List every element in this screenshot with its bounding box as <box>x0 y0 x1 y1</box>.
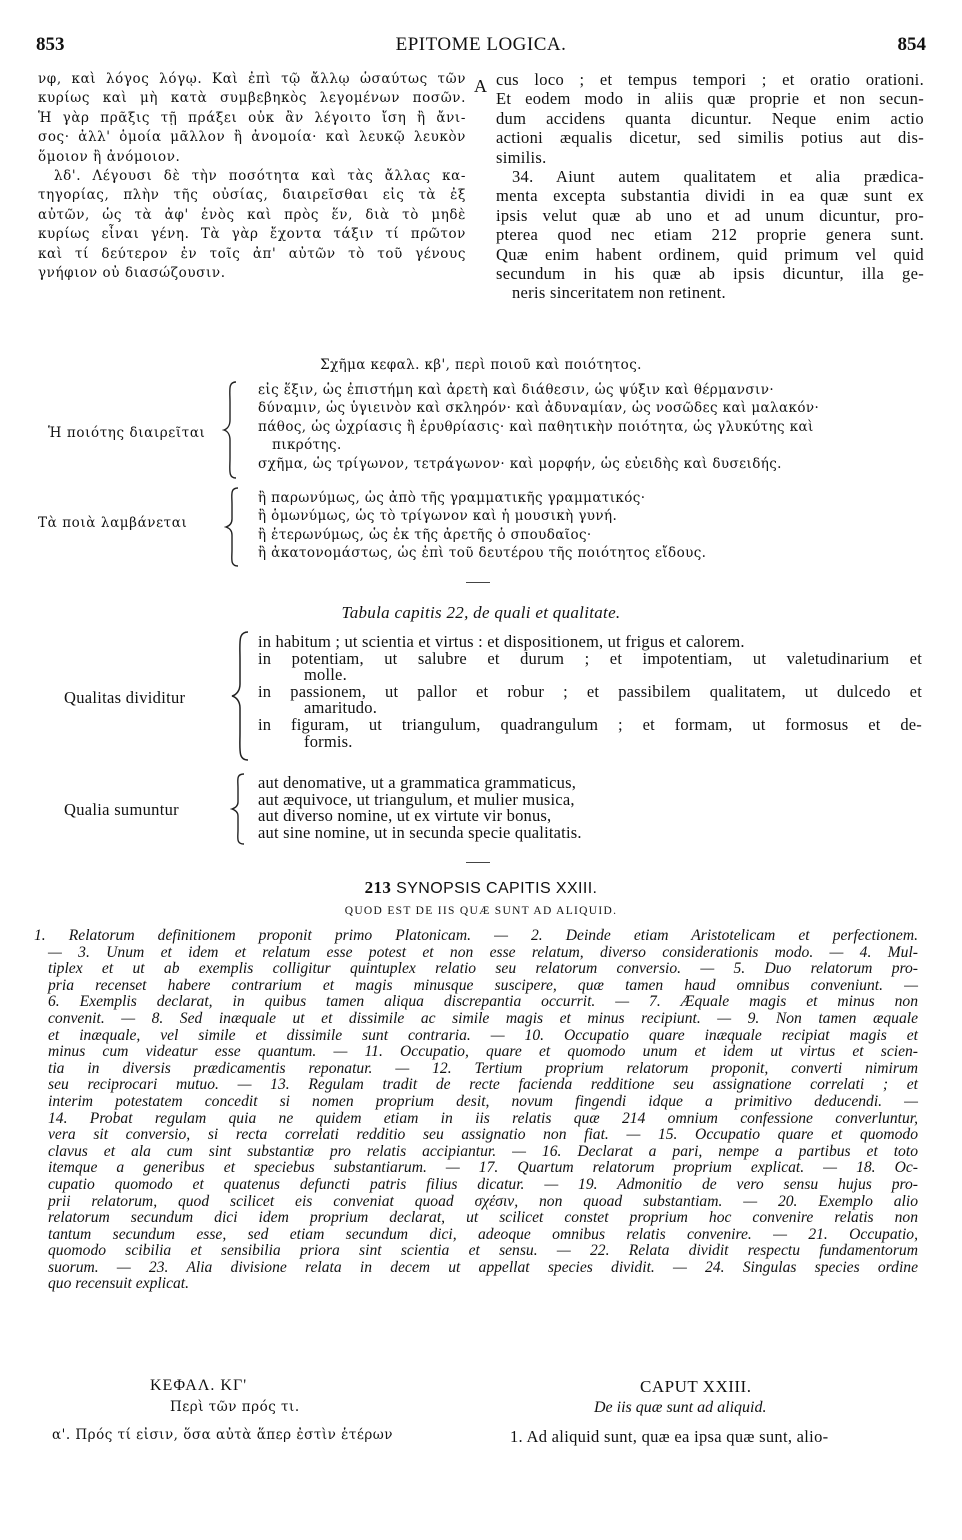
latin-table-title: Tabula capitis 22, de quali et qualitate. <box>341 603 621 622</box>
divider <box>466 862 490 863</box>
latin-table-row: in habitum ; ut scientia et virtus : et dispositionem, ut frigus et calorem. <box>258 632 745 651</box>
greek-table-row: ἢ παρωνύμως, ὡς ἀπὸ τῆς γραμματικῆς γραμματικός· <box>258 490 646 506</box>
greek-line: καὶ τί δεύτερον ἐν τοῖς ἀπ' αὐτῶν τὸ τοῦ γένους <box>38 245 466 262</box>
latin-chapter-subtitle: De iis quæ sunt ad aliquid. <box>594 1399 767 1416</box>
latin-table-row: aut sine nomine, ut in secunda specie qualitatis. <box>258 822 582 842</box>
synopsis-line: tia in diversis prædicamentis reponatur. — 12. Tertium proprium relatorum proponit, converti nimirum <box>48 1059 918 1077</box>
greek-line: γνήφιον οὐ διασώζουσιν. <box>38 264 226 281</box>
latin-line: menta excepta substantia dividi in ea quæ sunt ex <box>496 186 924 206</box>
latin-line: similis. <box>496 147 547 167</box>
latin-table-row: formis. <box>304 731 353 751</box>
synopsis-line: 14. Probat regulam quia ne quidem etiam in iis relatis quæ 214 omnium confessione converluntur, <box>48 1109 918 1127</box>
margin-letter: A <box>474 76 487 96</box>
latin-line: secundum in his quæ ab ipsis dicuntur, illa ge- <box>496 263 924 283</box>
latin-table-label-2: Qualia sumuntur <box>64 800 179 819</box>
synopsis-line: prii relatorum, quod scilicet eis conveniat quoad σχέσιν, non quoad substantiam. — 20. Exemplo alio <box>48 1192 918 1210</box>
synopsis-line: quo recensuit explicat. <box>48 1275 190 1293</box>
latin-line: Et eodem modo in aliis quæ proprie et non secun- <box>496 89 924 109</box>
synopsis-line: tantum secundum esse, sed etiam secundum dici, adeoque omnibus relatis convenire. — 21. Occupatio, <box>48 1225 918 1243</box>
greek-line: αὐτῶν, ὡς τὰ ἀφ' ἑνὸς καὶ πρὸς ἕν, διὰ τὸ μηδὲ <box>38 206 466 223</box>
latin-chapter-heading: CAPUT XXIII. <box>640 1377 752 1396</box>
greek-table-rows-2 <box>258 489 706 563</box>
synopsis-number: 213 <box>364 878 392 897</box>
greek-line: κυρίως καὶ μὴ κατὰ συμβεβηκὸς λεγομένων ποσῶν. <box>38 90 466 107</box>
synopsis-line: cupatio quomodo et quatenus defuncti patris filius dicatur. — 19. Admonitio de vero sensu hujus pro- <box>48 1175 918 1193</box>
synopsis-line: pria recenset habere contrarium et magis minusque suscipere, quæ tamen haud omnibus conveniunt. — <box>48 976 918 994</box>
latin-table-row: in passionem, ut pallor et robur ; et passibilem qualitatem, ut dulcedo et <box>258 681 922 701</box>
synopsis-line: relatorum secundum dici idem proprium declarat, ut scilicet constet proprium hoc convenire relatis non <box>48 1209 918 1227</box>
latin-line: actioni æqualis dicetur, sed similis potius aut dis- <box>496 128 924 148</box>
brace-icon <box>222 380 238 480</box>
running-title: EPITOME LOGICA. <box>395 34 567 55</box>
latin-line: ipsis velut quæ ab uno et ad unum dicuntur, pro- <box>496 205 924 225</box>
latin-first-line: 1. Ad aliquid sunt, quæ ea ipsa quæ sunt, alio- <box>510 1427 829 1446</box>
latin-line: pterea quod nec etiam 212 proprie genera sunt. <box>496 225 924 245</box>
synopsis-line: — 3. Unum et idem et relatum esse potest et non esse relatum, diverso considerationis modo. — 4. Mul- <box>48 943 918 961</box>
latin-table-row: amaritudo. <box>304 698 378 718</box>
latin-line: 34. Aiunt autem qualitatem et alia prædica- <box>512 166 924 186</box>
brace-icon <box>230 772 246 846</box>
synopsis-line: minus cum videatur esse quantum. — 11. Occupatio, quare et quomodo unum et idem ut virtus et scien- <box>48 1043 918 1061</box>
divider <box>466 582 490 583</box>
greek-line: ὅμοιον ἢ ἀνόμοιον. <box>38 148 181 165</box>
synopsis-line: convenit. — 8. Sed inæquale ut et dissimile ac simile magis et minus recipiunt. — 9. Non tamen æquale <box>48 1009 918 1027</box>
latin-line: neris sinceritatem non retinent. <box>512 283 726 303</box>
synopsis-title <box>0 878 962 898</box>
latin-line: Quæ enim habent ordinem, quid primum vel quid <box>496 244 924 264</box>
synopsis-line: 6. Exemplis declarat, in quibus tamen aliqua discrepantia occurrit. — 7. Æquale magis et minus non <box>48 993 918 1011</box>
latin-line: dum accidens quanta dicuntur. Neque enim actio <box>496 108 924 128</box>
synopsis-line: interim potestatem concedit si nomen proprium desit, novum fingendi idque a primitivo deducendi. — <box>48 1092 918 1110</box>
latin-table-row: aut æquivoce, ut triangulum, et mulier musica, <box>258 789 575 809</box>
synopsis-line: suorum. — 23. Alia divisione relata in decem ut appellat species dividit. — 24. Singulas species ordine <box>48 1258 918 1276</box>
running-header <box>36 34 926 58</box>
page-number-left: 853 <box>36 34 65 55</box>
greek-table-title: Σχῆμα κεφαλ. κβ', περὶ ποιοῦ καὶ ποιότητος. <box>320 357 642 373</box>
greek-table-rows-1 <box>258 381 819 473</box>
greek-line: σος· ἀλλ' ὁμοία μᾶλλον ἢ ἀνομοία· καὶ λευκῷ λευκὸν <box>38 129 466 146</box>
greek-table-row: πάθος, ὡς ὠχρίασις ἢ ἐρυθρίασις· καὶ παθητικὴν ποιότητα, ὡς γλυκύτης καὶ <box>258 418 814 435</box>
synopsis-line: itemque a generibus et speciebus substantiarum. — 17. Quartum relatorum proprium explicat. — 18. Oc- <box>48 1159 918 1177</box>
greek-table-row: πικρότης. <box>272 437 342 454</box>
greek-line: τηγορίας, πλὴν τῆς οὐσίας, διαιρεῖσθαι εἰς τὰ ἐξ <box>38 187 466 204</box>
latin-table-row: molle. <box>304 665 347 685</box>
latin-table-row: aut denomative, ut a grammatica grammaticus, <box>258 773 577 792</box>
latin-table-rows-1 <box>258 634 922 750</box>
synopsis-line: quomodo scibilia et sensibilia priora sint scientia et sensu. — 22. Relata dividit respectu fundamentorum <box>48 1242 918 1260</box>
greek-line: Ἡ γὰρ πρᾶξις τῇ πράξει οὐκ ἂν λέγοιτο ἴση ἢ ἄνι- <box>38 109 466 126</box>
synopsis-line: vera sit conversio, si recta correlati redditio seu assignatio non fiat. — 15. Occupatio quare et quomodo <box>48 1126 918 1144</box>
greek-chapter-heading: ΚΕΦΑΛ. ΚΓ' <box>150 1377 248 1394</box>
latin-table-row: in figuram, ut triangulum, quadrangulum ; et formam, ut formosus et de- <box>258 714 922 734</box>
synopsis-line: et inæquale, vel simile et dissimile sunt contraria. — 10. Occupatio quare inæquale recipiat magis et <box>48 1026 918 1044</box>
greek-table-row: ἢ ὁμωνύμως, ὡς τὸ τρίγωνον καὶ ἡ μουσικὴ γυνή. <box>258 508 618 525</box>
synopsis-line: seu reciprocari mutuo. — 13. Regulam tradit de recte facienda redditione seu assignatione correlati ; et <box>48 1076 918 1094</box>
brace-icon <box>230 630 250 762</box>
synopsis-body <box>34 928 918 1293</box>
greek-table-row: εἰς ἕξιν, ὡς ἐπιστήμη καὶ ἀρετὴ καὶ διάθεσιν, ὡς ψύξιν καὶ θέρμανσιν· <box>258 382 775 398</box>
latin-table-label-1: Qualitas dividitur <box>64 688 186 707</box>
greek-table-row: δύναμιν, ὡς ὑγιεινὸν καὶ σκληρόν· καὶ ἀδυναμίαν, ὡς νοσῶδες καὶ μαλακόν· <box>258 400 820 417</box>
brace-icon <box>224 486 240 568</box>
latin-table-row: in potentiam, ut salubre et durum ; et impotentiam, ut valetudinarium et <box>258 648 922 668</box>
synopsis-line: 1. Relatorum definitionem proponit primo Platonicam. — 2. Deinde etiam Aristotelicam et perfectionem. <box>34 927 918 944</box>
greek-line: λδ'. Λέγουσι δὲ τὴν ποσότητα καὶ τὰς ἄλλας κα- <box>54 167 466 184</box>
page-number-right: 854 <box>897 34 926 55</box>
synopsis-subtitle: QUOD EST DE IIS QUÆ SUNT AD ALIQUID. <box>344 905 618 917</box>
greek-table-row: ἢ ἀκατονομάστως, ὡς ἐπὶ τοῦ δευτέρου τῆς ποιότητος εἴδους. <box>258 545 707 562</box>
synopsis-line: tiplex et ut ab exemplis colligitur quintuplex relatio seu relatorum conversio. — 5. Duo relatorum pro- <box>48 960 918 978</box>
greek-table-row: ἢ ἑτερωνύμως, ὡς ἐκ τῆς ἀρετῆς ὁ σπουδαῖος· <box>258 526 592 543</box>
latin-table-rows-2 <box>258 775 582 841</box>
greek-table-label-2: Τὰ ποιὰ λαμβάνεται <box>38 515 188 531</box>
latin-column <box>496 70 924 303</box>
greek-column <box>38 70 466 283</box>
synopsis-line: clavus et ala cum sint substantiæ pro relatis accipiantur. — 16. Declarat a pari, nempe a partibus et toto <box>48 1142 918 1160</box>
greek-table-row: σχῆμα, ὡς τρίγωνον, τετράγωνον· καὶ μορφήν, ὡς εὐειδὴς καὶ δυσειδής. <box>258 455 782 472</box>
greek-chapter-subtitle: Περὶ τῶν πρός τι. <box>170 1399 300 1415</box>
greek-line: κυρίως εἶναι γένη. Τὰ γὰρ ἔχοντα τάξιν τί πρῶτον <box>38 226 466 243</box>
latin-line: cus loco ; et tempus tempori ; et oratio orationi. <box>496 70 924 89</box>
greek-table-label-1: Ἡ ποιότης διαιρεῖται <box>48 425 206 441</box>
greek-first-line: α'. Πρός τί εἰσιν, ὅσα αὐτὰ ἅπερ ἐστὶν ἑτέρων <box>52 1427 393 1443</box>
greek-line: νφ, καὶ λόγος λόγῳ. Καὶ ἐπὶ τῷ ἄλλῳ ὡσαύτως τῶν <box>38 71 466 87</box>
latin-table-row: aut diverso nomine, ut ex virtute vir bonus, <box>258 806 552 826</box>
synopsis-title-text: SYNOPSIS CAPITIS XXIII. <box>396 880 598 897</box>
